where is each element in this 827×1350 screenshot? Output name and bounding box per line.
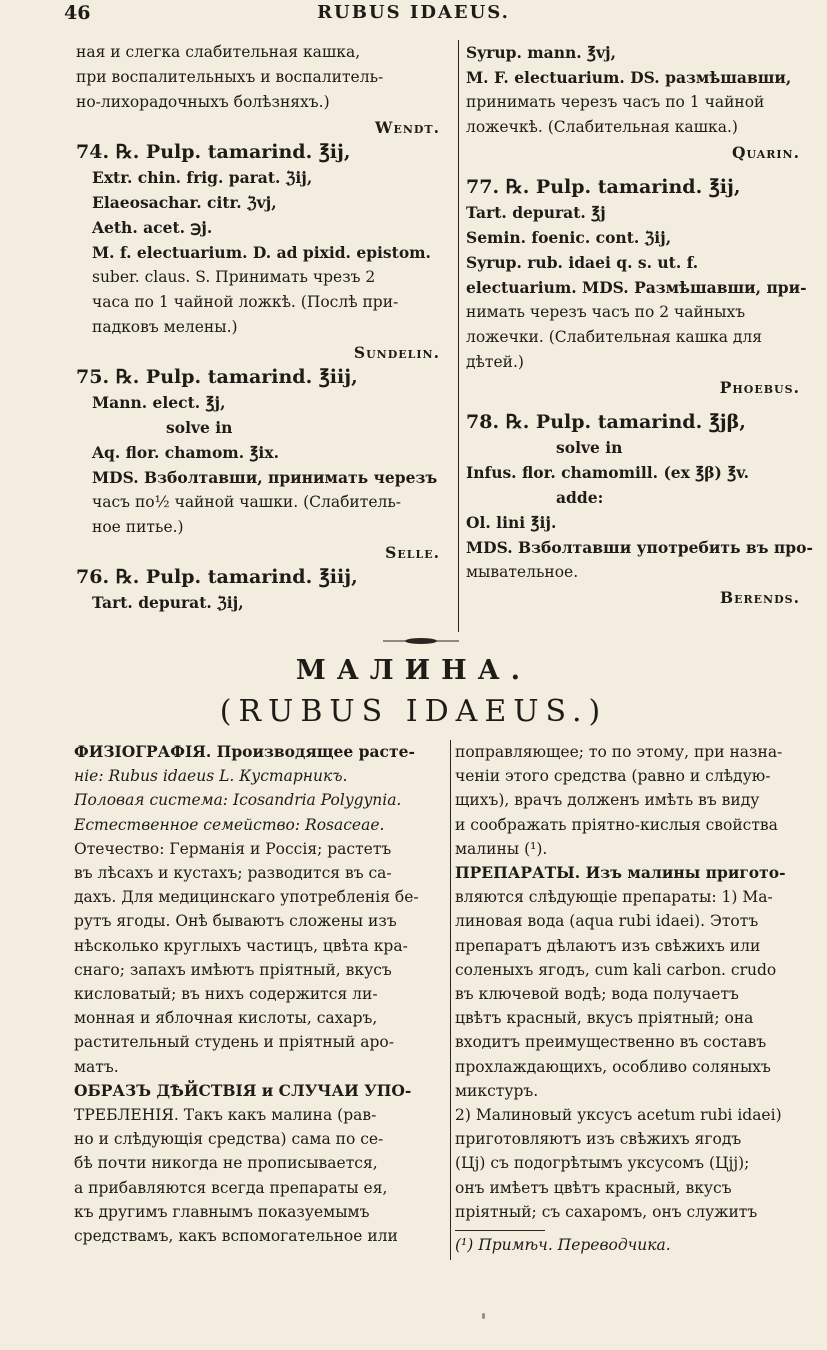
paper-blemish (482, 1313, 485, 1319)
text-line: solve in (556, 438, 623, 457)
author-selle: Selle. (385, 543, 440, 562)
text-line: Syrup. rub. idaei q. s. ut. f. (466, 253, 699, 272)
text-line: часъ по½ чайной чашки. (Слабитель- (92, 493, 402, 511)
text-line: ченіи этого средства (равно и слѣдую- (455, 767, 771, 786)
text-line: приготовляютъ изъ свѣжихъ ягодъ (455, 1130, 742, 1149)
text-line: цвѣтъ красный, вкусъ пріятный; она (455, 1009, 754, 1028)
text-line: Extr. chin. frig. parat. ℨij, (92, 168, 313, 187)
author-berends: Berends. (720, 588, 800, 607)
text-line: нимать черезъ часъ по 2 чайныхъ (466, 303, 746, 321)
recipe-77-heading: 77. ℞. Pulp. tamarind. ℥ij, (466, 176, 741, 198)
text-line: рутъ ягоды. Онѣ бываютъ сложены изъ (74, 912, 397, 931)
text-line: пріятный; съ сахаромъ, онъ служитъ (455, 1202, 758, 1221)
article-left-column (74, 740, 446, 1248)
text-line: electuarium. MDS. Размѣшавши, при- (466, 278, 807, 297)
text-line: suber. claus. S. Принимать чрезъ 2 (92, 268, 376, 286)
text-line: а прибавляются всегда препараты ея, (74, 1178, 388, 1197)
text-line: Половая система: Icosandria Polygynia. (74, 791, 402, 810)
text-line: при воспалительныхъ и воспалитель- (76, 68, 384, 86)
text-line: мывательное. (466, 563, 579, 581)
author-phoebus: Phoebus. (719, 378, 800, 397)
section-heading: ОБРАЗЪ ДѢЙСТВІЯ и СЛУЧАИ УПО- (74, 1080, 412, 1100)
text-line: средствамъ, какъ вспомогательное или (74, 1227, 398, 1246)
text-line: Syrup. mann. ℥vj, (466, 43, 617, 62)
author-quarin: Quarin. (731, 143, 800, 162)
text-line: принимать черезъ часъ по 1 чайной (466, 93, 765, 111)
recipes-left-column (76, 40, 456, 615)
text-line: микстуръ. (455, 1081, 539, 1100)
text-line: Elaeosachar. citr. ℨvj, (92, 193, 277, 212)
text-line: бѣ почти никогда не прописывается, (74, 1154, 378, 1173)
text-line: прохлаждающихъ, особливо соляныхъ (455, 1057, 771, 1076)
column-rule-top (458, 40, 459, 632)
text-line: ное питье.) (92, 518, 184, 536)
recipes-right-column (466, 40, 816, 610)
text-line: часа по 1 чайной ложкѣ. (Послѣ при- (92, 293, 399, 311)
text-line: ная и слегка слабительная кашка, (76, 43, 361, 61)
recipe-74-heading: 74. ℞. Pulp. tamarind. ℥ij, (76, 141, 351, 163)
author-wendt: Wendt. (375, 118, 440, 137)
column-rule-bottom (450, 740, 451, 1260)
footnote-rule (455, 1230, 545, 1231)
text-line: Ol. lini ℥ij. (466, 513, 557, 532)
running-header (0, 2, 827, 24)
text-line: соленыхъ ягодъ, cum kali carbon. crudo (455, 960, 777, 979)
ornament-divider (383, 637, 459, 645)
text-line: дѣтей.) (466, 353, 524, 371)
text-line: но-лихорадочныхъ болѣзняхъ.) (76, 93, 330, 111)
text-line: addе: (556, 488, 604, 507)
text-line: кисловатый; въ нихъ содержится ли- (74, 985, 378, 1004)
text-line: въ ключевой водѣ; вода получаетъ (455, 985, 739, 1004)
article-right-column (455, 740, 825, 1257)
text-line: Отечество: Германія и Россія; растетъ (74, 839, 392, 858)
text-line: но и слѣдующія средства) сама по се- (74, 1130, 384, 1149)
text-line: Infus. flor. chamomill. (ex ℥β) ℥v. (466, 463, 750, 482)
text-line: ложечки. (Слабительная кашка для (466, 328, 763, 346)
text-line: Tart. depurat. ℥j (466, 203, 606, 222)
text-line: Semin. foenic. cont. ℨij, (466, 228, 672, 247)
text-line: M. f. electuarium. D. ad pixid. epistom. (92, 243, 431, 262)
text-line: монная и яблочная кислоты, сахаръ, (74, 1009, 378, 1028)
text-line: препаратъ дѣлаютъ изъ свѣжихъ или (455, 936, 761, 955)
text-line: линовая вода (aqua rubi idaei). Этотъ (455, 912, 759, 931)
text-line: 2) Малиновый уксусъ acetum rubi idaei) (455, 1106, 782, 1125)
article-latin-title: (RUBUS IDAEUS.) (219, 694, 608, 729)
section-heading: ПРЕПАРАТЫ. Изъ малины пригото- (455, 863, 786, 883)
text-line: поправляющее; то по этому, при назна- (455, 743, 783, 761)
text-line: матъ. (74, 1057, 119, 1076)
text-line: Естественное семейство: Rosaceae. (74, 815, 385, 834)
text-line: ніе: Rubus idaeus L. Кустарникъ. (74, 767, 348, 786)
text-line: падковъ мелены.) (92, 318, 238, 336)
footnote: (¹) Примѣч. Переводчика. (455, 1236, 671, 1255)
page-number: 46 (64, 2, 91, 24)
text-line: MDS. Взболтавши употребить въ про- (466, 538, 813, 557)
text-line: (Цj) съ подогрѣтымъ уксусомъ (Цjj); (455, 1154, 750, 1173)
author-sundelin: Sundelin. (353, 343, 440, 362)
text-line: входитъ преимущественно въ составъ (455, 1033, 767, 1052)
text-line: ТРЕБЛЕНІЯ. Такъ какъ малина (рав- (74, 1106, 377, 1125)
text-line: онъ имѣетъ цвѣтъ красный, вкусъ (455, 1178, 732, 1197)
text-line: щихъ), врачъ долженъ имѣть въ виду (455, 791, 760, 810)
text-line: Mann. elect. ℥j, (92, 393, 226, 412)
recipe-76-heading: 76. ℞. Pulp. tamarind. ℥iij, (76, 566, 358, 588)
text-line: Aq. flor. chamom. ℥ix. (92, 443, 279, 462)
text-line: въ лѣсахъ и кустахъ; разводится въ са- (74, 864, 392, 883)
text-line: ФИЗІОГРАФІЯ. Производящее расте- (74, 742, 415, 761)
text-line: снаго; запахъ имѣютъ пріятный, вкусъ (74, 960, 392, 979)
text-line: вляются слѣдующіе препараты: 1) Ма- (455, 888, 773, 907)
text-line: растительный студень и пріятный аро- (74, 1033, 394, 1052)
text-line: ложечкѣ. (Слабительная кашка.) (466, 118, 738, 136)
text-line: Tart. depurat. ℨij, (92, 593, 244, 612)
text-line: и соображать пріятно-кислыя свойства (455, 815, 778, 834)
text-line: Aeth. acet. ℈j. (92, 218, 213, 237)
recipe-75-heading: 75. ℞. Pulp. tamarind. ℥iij, (76, 366, 358, 388)
text-line: нѣсколько круглыхъ частицъ, цвѣта кра- (74, 936, 408, 955)
text-line: малины (¹). (455, 839, 548, 858)
text-line: дахъ. Для медицинскаго употребленія бе- (74, 888, 419, 907)
recipe-78-heading: 78. ℞. Pulp. tamarind. ℥jβ, (466, 411, 746, 433)
text-line: MDS. Взболтавши, принимать черезъ (92, 468, 438, 487)
running-title: RUBUS IDAEUS. (317, 2, 510, 23)
article-title: МАЛИНА. (295, 655, 532, 686)
text-line: M. F. electuarium. DS. размѣшавши, (466, 68, 792, 87)
text-line: къ другимъ главнымъ показуемымъ (74, 1202, 370, 1221)
text-line: solve in (166, 418, 233, 437)
